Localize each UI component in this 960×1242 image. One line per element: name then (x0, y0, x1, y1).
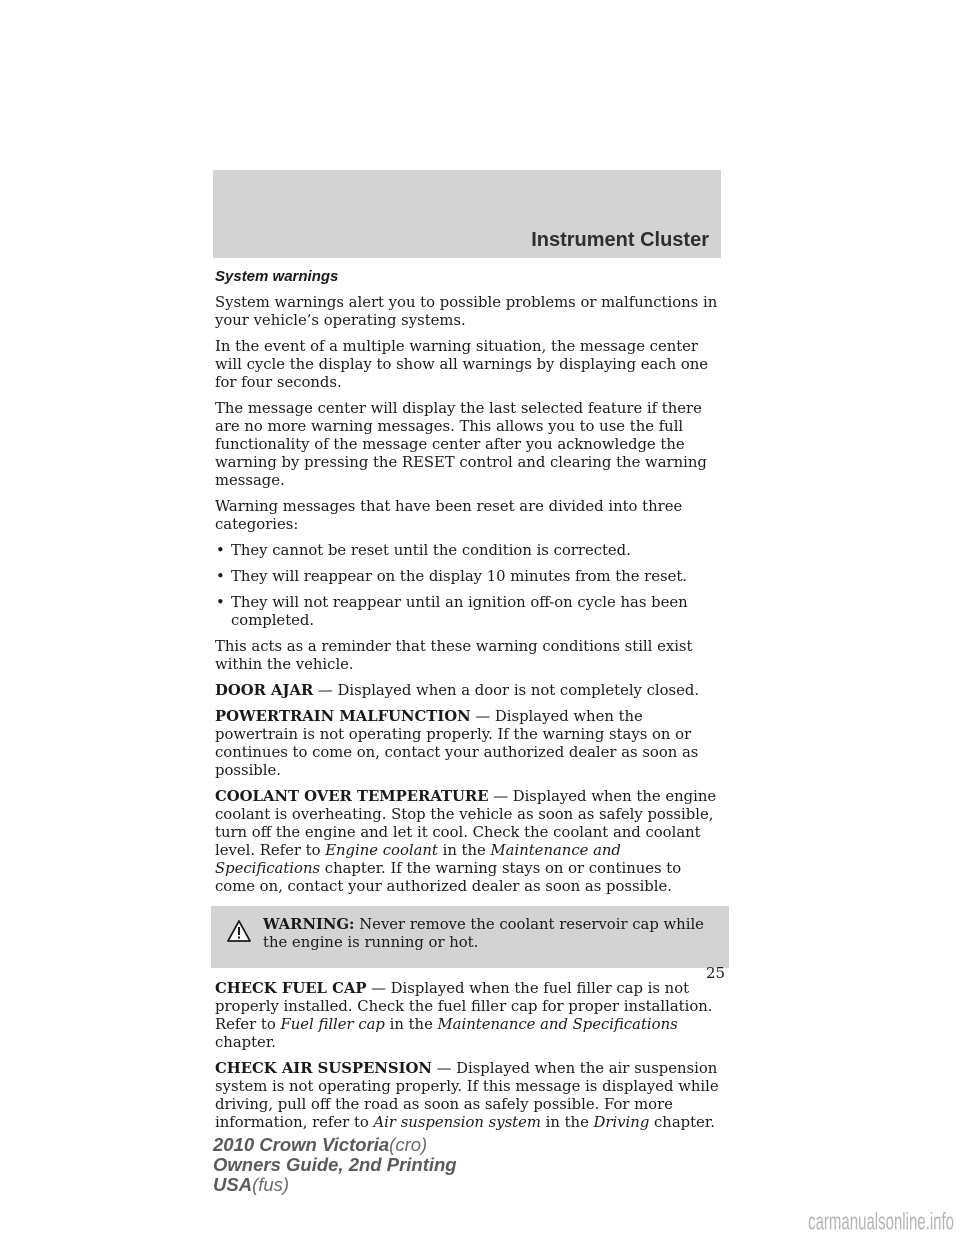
list-item: • They will reappear on the display 10 minutes from the reset. (215, 568, 725, 586)
reference-maintenance-chapter: Maintenance and Specifications (437, 1016, 678, 1033)
paragraph-intro: System warnings alert you to possible problems or malfunctions in your vehicle’s operating systems. (215, 294, 718, 329)
list-item: • They will not reappear until an ignition off-on cycle has been completed. (215, 594, 725, 630)
warning-triangle-icon (227, 920, 251, 942)
entry-air-suspension: CHECK AIR SUSPENSION — Displayed when the air suspension system is not operating properly. If this message is displayed while driving, pull off the road as soon as safely possible. For more information, refer to Air suspension system in the Driving chapter. (215, 1060, 719, 1131)
list-item: • They cannot be reset until the condition is corrected. (215, 542, 725, 560)
warning-box (211, 906, 729, 968)
entry-term: CHECK AIR SUSPENSION (215, 1060, 432, 1077)
reference-maintenance-chapter: Maintenance and Specifications (215, 842, 621, 877)
warning-label: WARNING: (263, 916, 355, 933)
footer (213, 1135, 457, 1195)
entry-term: POWERTRAIN MALFUNCTION (215, 708, 471, 725)
category-list (215, 542, 725, 630)
entry-powertrain: POWERTRAIN MALFUNCTION — Displayed when the powertrain is not operating properly. If the warning stays on or continues to come on, contact your authorized dealer as soon as possible. (215, 708, 699, 779)
entry-term: DOOR AJAR (215, 682, 314, 699)
paragraph-categories: Warning messages that have been reset are divided into three categories: (215, 498, 683, 533)
reference-engine-coolant: Engine coolant (325, 842, 438, 859)
footer-line-2: Owners Guide, 2nd Printing (213, 1154, 457, 1175)
footer-line-1: 2010 Crown Victoria(cro) (213, 1134, 428, 1155)
footer-line-3: USA(fus) (213, 1174, 290, 1195)
entry-door-ajar: DOOR AJAR — Displayed when a door is not completely closed. (215, 682, 700, 699)
paragraph-reminder: This acts as a reminder that these warning conditions still exist within the vehicle. (215, 638, 693, 673)
page-content (215, 268, 725, 1140)
chapter-header-band (213, 170, 721, 258)
paragraph-multiple-warning: In the event of a multiple warning situation, the message center will cycle the display to show all warnings by displaying each one for four seconds. (215, 338, 709, 391)
reference-fuel-filler-cap: Fuel filler cap (280, 1016, 385, 1033)
reference-driving-chapter: Driving (593, 1114, 650, 1131)
entry-coolant: COOLANT OVER TEMPERATURE — Displayed when the engine coolant is overheating. Stop the vehicle as soon as safely possible, turn off the engine and let it cool. Check the coolant and coolant level. Refer to Engine coolant in the Maintenance and Specifications chapter. If the warning stays on or continues to come on, contact your authorized dealer as soon as possible. (215, 788, 717, 895)
entry-term: CHECK FUEL CAP (215, 980, 367, 997)
entry-fuel-cap: CHECK FUEL CAP — Displayed when the fuel filler cap is not properly installed. Check the fuel filler cap for proper installation. Refer to Fuel filler cap in the Maintenance and Specifications chapter. (215, 980, 713, 1051)
warning-text: WARNING: Never remove the coolant reservoir cap while the engine is running or hot. (263, 916, 704, 951)
section-title: System warnings (215, 268, 339, 285)
chapter-title: Instrument Cluster (531, 229, 709, 251)
entry-term: COOLANT OVER TEMPERATURE (215, 788, 489, 805)
page-number: 25 (706, 964, 726, 982)
paragraph-message-center: The message center will display the last selected feature if there are no more warning messages. This allows you to use the full functionality of the message center after you acknowledge the warning by pressing the RESET control and clearing the warning message. (215, 400, 707, 489)
reference-air-suspension: Air suspension system (373, 1114, 541, 1131)
watermark: carmanualsonline.info (808, 1208, 954, 1236)
